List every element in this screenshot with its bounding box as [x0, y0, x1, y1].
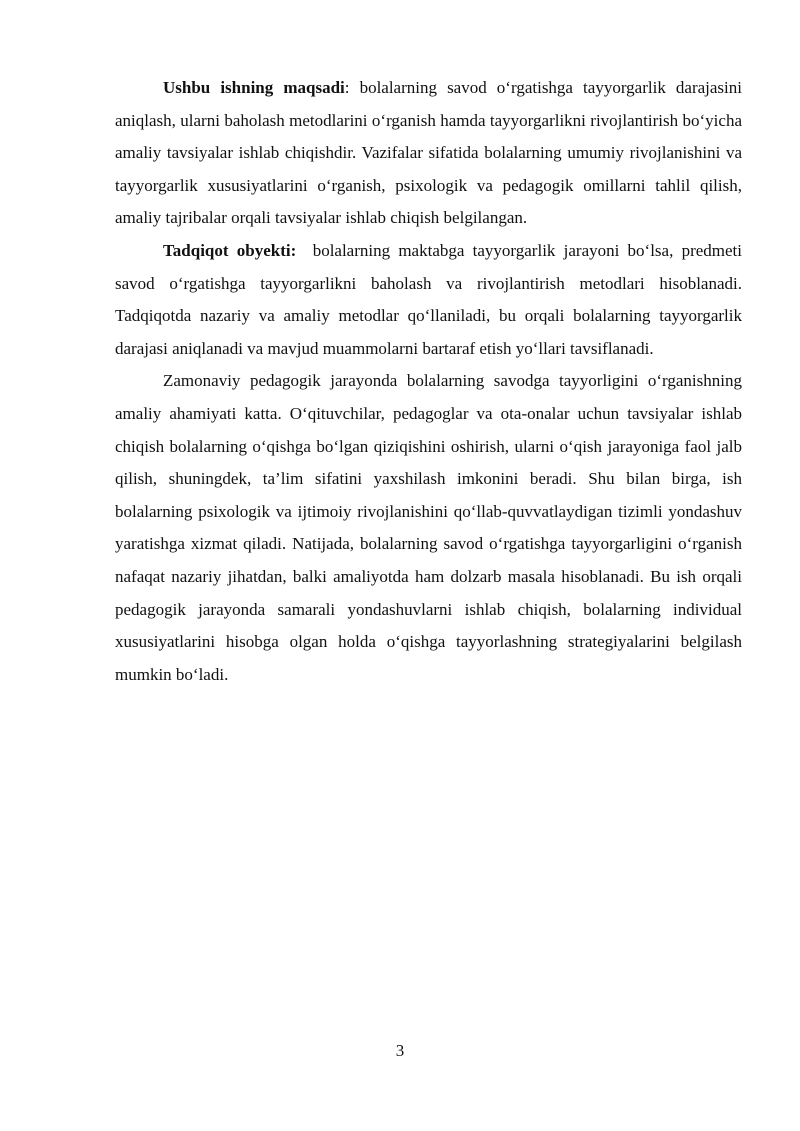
paragraph-text-object: bolalarning maktabga tayyorgarlik jarayoni bo‘lsa, predmeti savod o‘rgatishga tayyorgarlikni baholash va rivojlantirish metodlari hisoblanadi. Tadqiqotda nazariy va amaliy metodlar qo‘llaniladi, bu orqali bolalarning tayyorgarlik darajasi aniqlanadi va mavjud muammolarni bartaraf etish yo‘llari tavsiflanadi. [115, 240, 747, 358]
paragraph-lead-object: Tadqiqot obyekti: [163, 240, 297, 260]
paragraph-significance [115, 365, 742, 691]
paragraph-lead-purpose: Ushbu ishning maqsadi [163, 78, 345, 97]
paragraph-text-significance: Zamonaviy pedagogik jarayonda bolalarning savodga tayyorligini o‘rganishning amaliy ahamiyati katta. O‘qituvchilar, pedagoglar va ota-onalar uchun tavsiyalar ishlab chiqish bolalarning o‘qishga bo‘lgan qiziqishini oshirish, ularni o‘qish jarayoniga faol jalb qilish, shuningdek, ta’lim sifatini yaxshilash imkonini beradi. Shu bilan birga, ish bolalarning psixologik va ijtimoiy rivojlanishini qo‘llab-quvvatlaydigan tizimli yondashuv yaratishga xizmat qiladi. Natijada, bolalarning savod o‘rgatishga tayyorgarligini o‘rganish nafaqat nazariy jihatdan, balki amaliyotda ham dolzarb masala hisoblanadi. Bu ish orqali pedagogik jarayonda samarali yondashuvlarni ishlab chiqish, bolalarning individual xususiyatlarini hisobga olgan holda o‘qishga tayyorlashning strategiyalarini belgilash mumkin bo‘ladi. [115, 371, 742, 684]
page-number: 3 [395, 1041, 405, 1060]
document-body [115, 72, 747, 691]
paragraph-text-purpose: : bolalarning savod o‘rgatishga tayyorgarlik darajasini aniqlash, ularni baholash metodlarini o‘rganish hamda tayyorgarlikni rivojlantirish bo‘yicha amaliy tavsiyalar ishlab chiqishdir. Vazifalar sifatida bolalarning umumiy rivojlanishini va tayyorgarlik xususiyatlarini o‘rganish, psixologik va pedagogik omillarni tahlil qilish, amaliy tajribalar orqali tavsiyalar ishlab chiqish belgilangan. [115, 78, 742, 228]
paragraph-purpose [115, 72, 742, 235]
paragraph-object [115, 235, 747, 365]
